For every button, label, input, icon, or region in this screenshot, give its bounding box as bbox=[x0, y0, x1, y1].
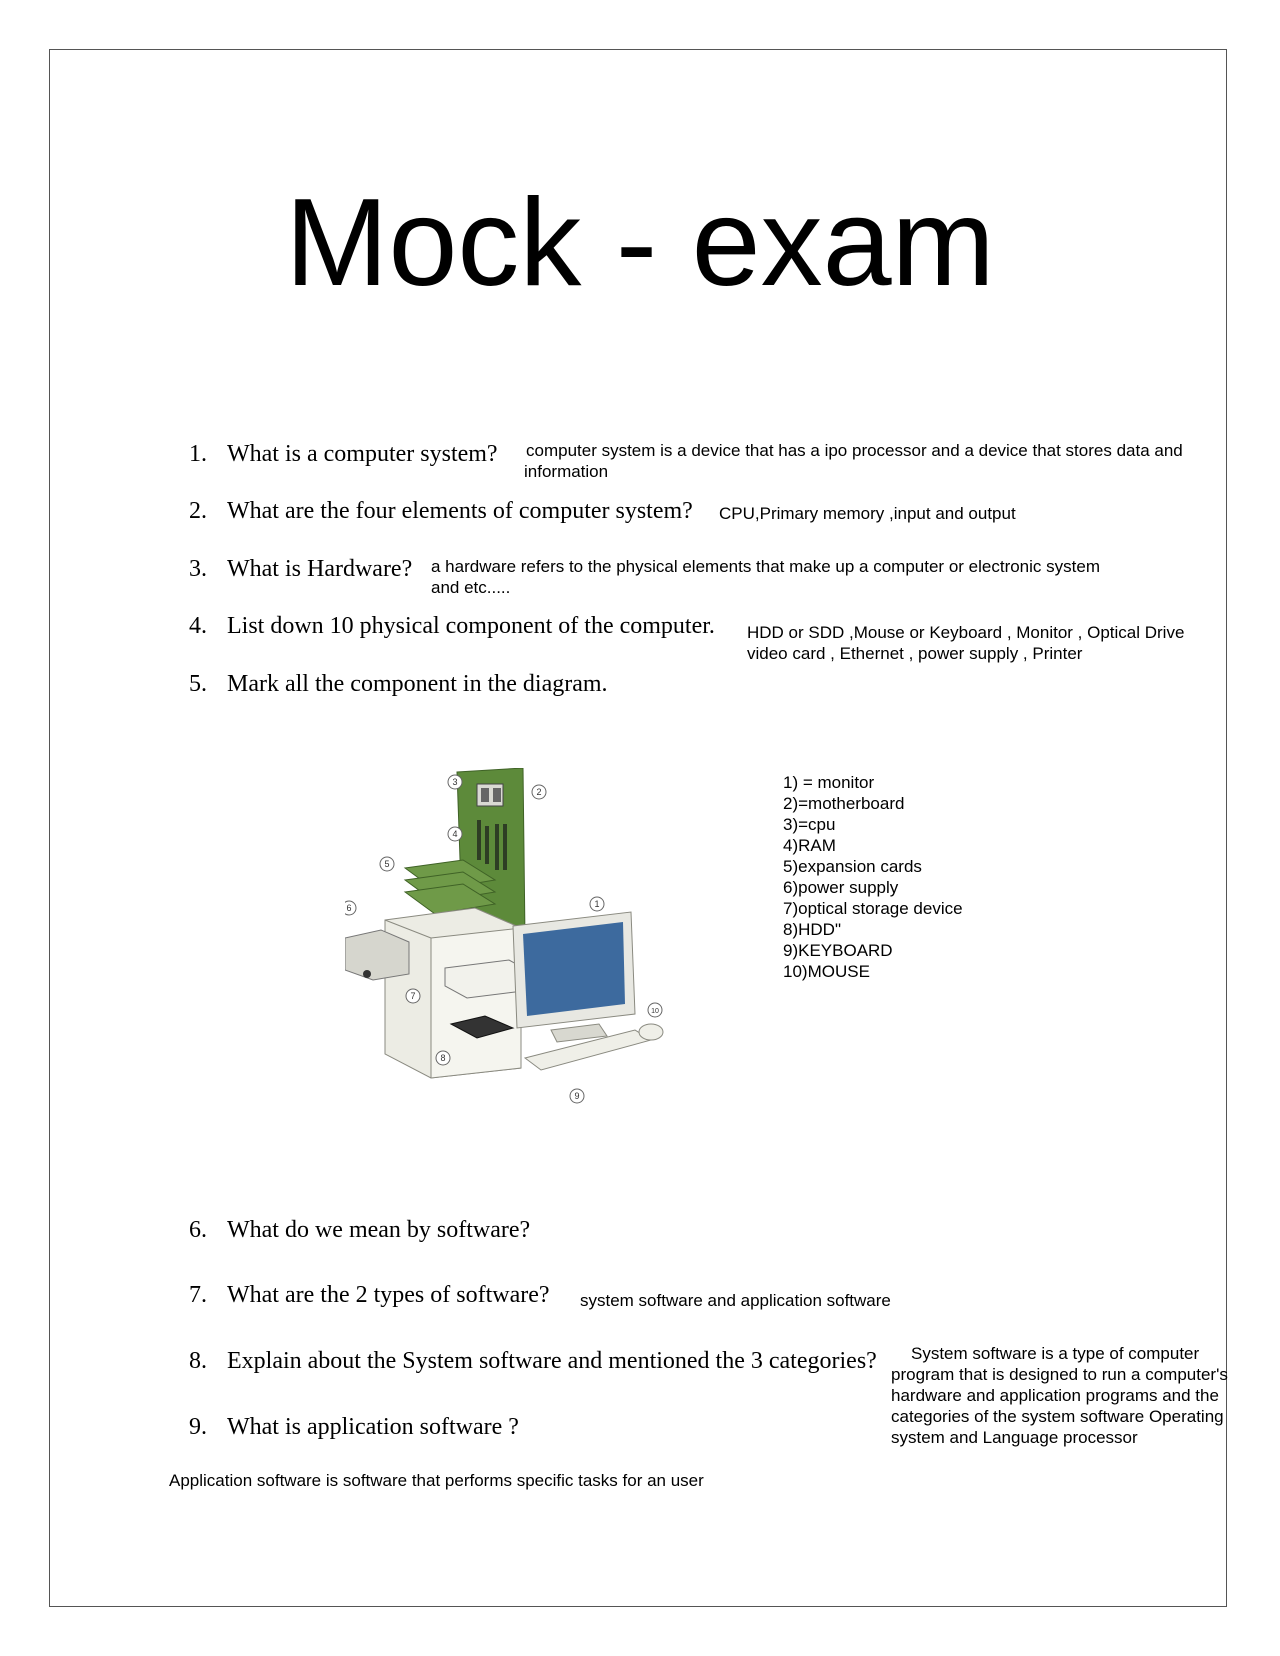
question-number: 1. bbox=[189, 441, 207, 467]
answer-line: and etc..... bbox=[431, 578, 511, 597]
question-text: What is application software ? bbox=[227, 1414, 519, 1440]
answer-line: program that is designed to run a computer's bbox=[891, 1365, 1228, 1384]
legend-item: 4)RAM bbox=[783, 836, 836, 855]
diagram-marker: 3 bbox=[452, 777, 458, 787]
question-number: 9. bbox=[189, 1414, 207, 1440]
legend-item: 8)HDD" bbox=[783, 920, 841, 939]
legend-item: 9)KEYBOARD bbox=[783, 941, 893, 960]
legend-item: 1) = monitor bbox=[783, 773, 875, 792]
answer-line: hardware and application programs and the bbox=[891, 1386, 1219, 1405]
answer-line: Application software is software that performs specific tasks for an user bbox=[169, 1471, 704, 1490]
diagram-marker: 2 bbox=[536, 787, 542, 797]
question-text: What is Hardware? bbox=[227, 556, 413, 582]
diagram-marker: 6 bbox=[346, 903, 352, 913]
answer-line: information bbox=[524, 462, 609, 481]
answer-1 bbox=[524, 440, 1183, 482]
answer-4 bbox=[747, 622, 1184, 664]
question-text: Mark all the component in the diagram. bbox=[227, 671, 608, 697]
answer-9 bbox=[169, 1470, 704, 1491]
question-number: 5. bbox=[189, 671, 207, 697]
question-number: 2. bbox=[189, 498, 207, 524]
question-text: List down 10 physical component of the computer. bbox=[227, 613, 715, 639]
question-number: 6. bbox=[189, 1217, 207, 1243]
question-number: 8. bbox=[189, 1348, 207, 1374]
diagram-marker: 5 bbox=[384, 859, 390, 869]
answer-2 bbox=[719, 503, 1016, 524]
answer-line: video card , Ethernet , power supply , Printer bbox=[747, 644, 1083, 663]
question-text: What are the 2 types of software? bbox=[227, 1282, 550, 1308]
question-number: 4. bbox=[189, 613, 207, 639]
answer-line: System software is a type of computer bbox=[911, 1344, 1200, 1363]
diagram-marker: 9 bbox=[574, 1091, 580, 1101]
answer-7 bbox=[580, 1290, 891, 1311]
legend-item: 2)=motherboard bbox=[783, 794, 905, 813]
diagram-marker: 8 bbox=[440, 1053, 446, 1063]
legend-item: 5)expansion cards bbox=[783, 857, 922, 876]
answer-line: system and Language processor bbox=[891, 1428, 1138, 1447]
diagram-marker: 10 bbox=[651, 1008, 659, 1015]
legend-item: 7)optical storage device bbox=[783, 899, 963, 918]
answer-line: CPU,Primary memory ,input and output bbox=[719, 504, 1016, 523]
answer-line: HDD or SDD ,Mouse or Keyboard , Monitor , Optical Drive bbox=[747, 623, 1185, 642]
diagram-marker: 4 bbox=[452, 829, 458, 839]
diagram-marker: 1 bbox=[594, 899, 600, 909]
legend-item: 6)power supply bbox=[783, 878, 899, 897]
answer-line: computer system is a device that has a ipo processor and a device that stores data and bbox=[526, 441, 1183, 460]
question-number: 7. bbox=[189, 1282, 207, 1308]
answer-3 bbox=[431, 556, 1100, 598]
diagram-legend bbox=[783, 772, 963, 982]
answer-8 bbox=[891, 1343, 1228, 1448]
question-text: Explain about the System software and mentioned the 3 categories? bbox=[227, 1348, 877, 1374]
question-text: What is a computer system? bbox=[227, 441, 498, 467]
question-text: What do we mean by software? bbox=[227, 1217, 531, 1243]
answer-line: system software and application software bbox=[580, 1291, 891, 1310]
answer-line: categories of the system software Operating bbox=[891, 1407, 1224, 1426]
question-text: What are the four elements of computer system? bbox=[227, 498, 693, 524]
diagram-marker: 7 bbox=[410, 991, 416, 1001]
mouse-illustration bbox=[639, 1024, 663, 1040]
computer-components-diagram bbox=[345, 768, 715, 1138]
page-title: Mock - exam bbox=[285, 174, 995, 312]
answer-line: a hardware refers to the physical elements that make up a computer or electronic system bbox=[431, 557, 1100, 576]
monitor-illustration bbox=[513, 912, 635, 1042]
power-supply-illustration bbox=[345, 930, 409, 980]
question-number: 3. bbox=[189, 556, 207, 582]
legend-item: 3)=cpu bbox=[783, 815, 836, 834]
legend-item: 10)MOUSE bbox=[783, 962, 870, 981]
